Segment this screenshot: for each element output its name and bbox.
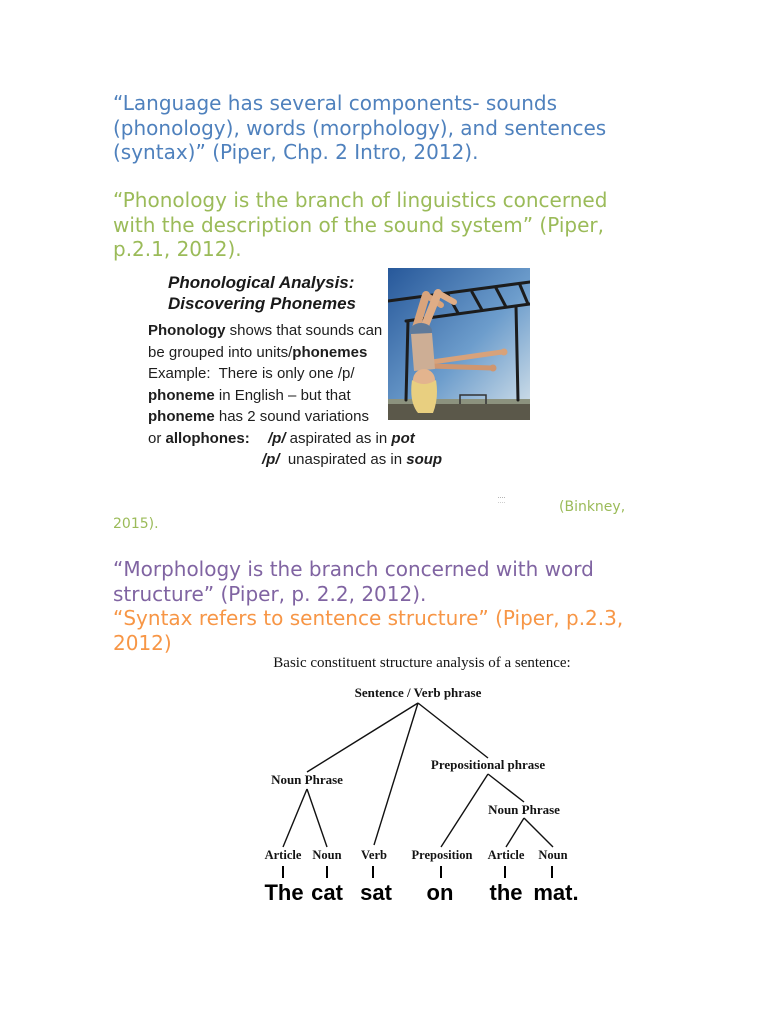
figure-term: phoneme [148, 386, 215, 404]
quote-line: 2012) [113, 630, 172, 655]
figure-term: allophones: [165, 429, 250, 447]
figure-text: has 2 sound variations [214, 408, 369, 425]
figure-term: Phonology [148, 322, 226, 339]
quote-line: “Morphology is the branch concerned with word [113, 557, 594, 581]
allophone-example [262, 449, 442, 471]
tree-branch [307, 703, 418, 772]
figure-text: be grouped into units/ [148, 343, 293, 361]
quote-morphology [113, 557, 594, 606]
tree-branch [283, 789, 307, 847]
tree-root-label: Sentence / Verb phrase [354, 685, 482, 700]
figure-subtitle: Discovering Phonemes [168, 294, 357, 313]
example-word: pot [391, 429, 415, 447]
quote-line: “Language has several components- sounds [113, 91, 558, 115]
tree-branch [374, 703, 418, 845]
figure-text: or [148, 429, 166, 447]
category-label: Noun [538, 848, 568, 862]
quote-line: p.2.1, 2012). [113, 237, 242, 261]
tree-branch [506, 818, 524, 847]
category-label: Preposition [411, 848, 473, 862]
sentence-word: sat [360, 880, 392, 905]
figure-text: shows that sounds can [225, 322, 383, 339]
figure-text: unaspirated as in [279, 451, 407, 468]
noun-phrase-label: Noun Phrase [271, 772, 343, 787]
tree-branch [524, 818, 553, 847]
category-label: Verb [361, 848, 387, 862]
constituent-structure-tree [255, 650, 595, 915]
inline-image-marker [498, 497, 505, 503]
figure-text: aspirated as in [285, 429, 392, 447]
category-label: Noun [312, 848, 342, 862]
quote-line: with the description of the sound system” (Piper, [113, 212, 604, 237]
quote-line: (syntax)” (Piper, Chp. 2 Intro, 2012). [113, 140, 479, 164]
sentence-word: on [426, 880, 454, 905]
figure-term: phonemes [292, 343, 368, 361]
quote-line: structure” (Piper, p. 2.2, 2012). [113, 581, 427, 606]
quote-line: “Phonology is the branch of linguistics concerned [113, 188, 608, 212]
phoneme-symbol: /p/ [268, 429, 286, 447]
tree-branch [441, 774, 488, 847]
figure-title: Phonological Analysis: [168, 273, 355, 292]
figure-line [148, 449, 528, 471]
figure-line [148, 428, 528, 450]
image-citation: 2015). [113, 516, 159, 532]
phonological-analysis-figure [145, 266, 535, 472]
category-label: Article [264, 848, 302, 862]
figure-term: phoneme [148, 408, 215, 425]
example-word: soup [406, 451, 443, 468]
phoneme-symbol: /p/ [262, 451, 280, 468]
tree-branch [418, 703, 488, 758]
category-label: Article [487, 848, 525, 862]
sentence-word: The [264, 880, 304, 905]
prepositional-phrase-label: Prepositional phrase [430, 757, 546, 772]
sentence-word: cat [311, 880, 343, 905]
tree-branch [488, 774, 524, 802]
tree-title: Basic constituent structure analysis of a sentence: [273, 655, 571, 671]
sentence-word: mat. [533, 880, 579, 905]
figure-text: in English – but that [214, 386, 351, 404]
quote-syntax [113, 606, 623, 655]
quote-phonology [113, 188, 607, 262]
sentence-word: the [489, 880, 523, 905]
quote-line: (phonology), words (morphology), and sentences [113, 115, 607, 140]
monkey-bars-photo [388, 268, 530, 420]
noun-phrase-label: Noun Phrase [488, 802, 560, 817]
quote-line: “Syntax refers to sentence structure” (Piper, p.2.3, [113, 606, 624, 630]
image-citation: (Binkney, [559, 499, 626, 515]
allophone-example [268, 428, 415, 450]
quote-language [113, 91, 606, 165]
tree-branch [307, 789, 327, 847]
figure-text: Example: There is only one /p/ [148, 365, 355, 382]
